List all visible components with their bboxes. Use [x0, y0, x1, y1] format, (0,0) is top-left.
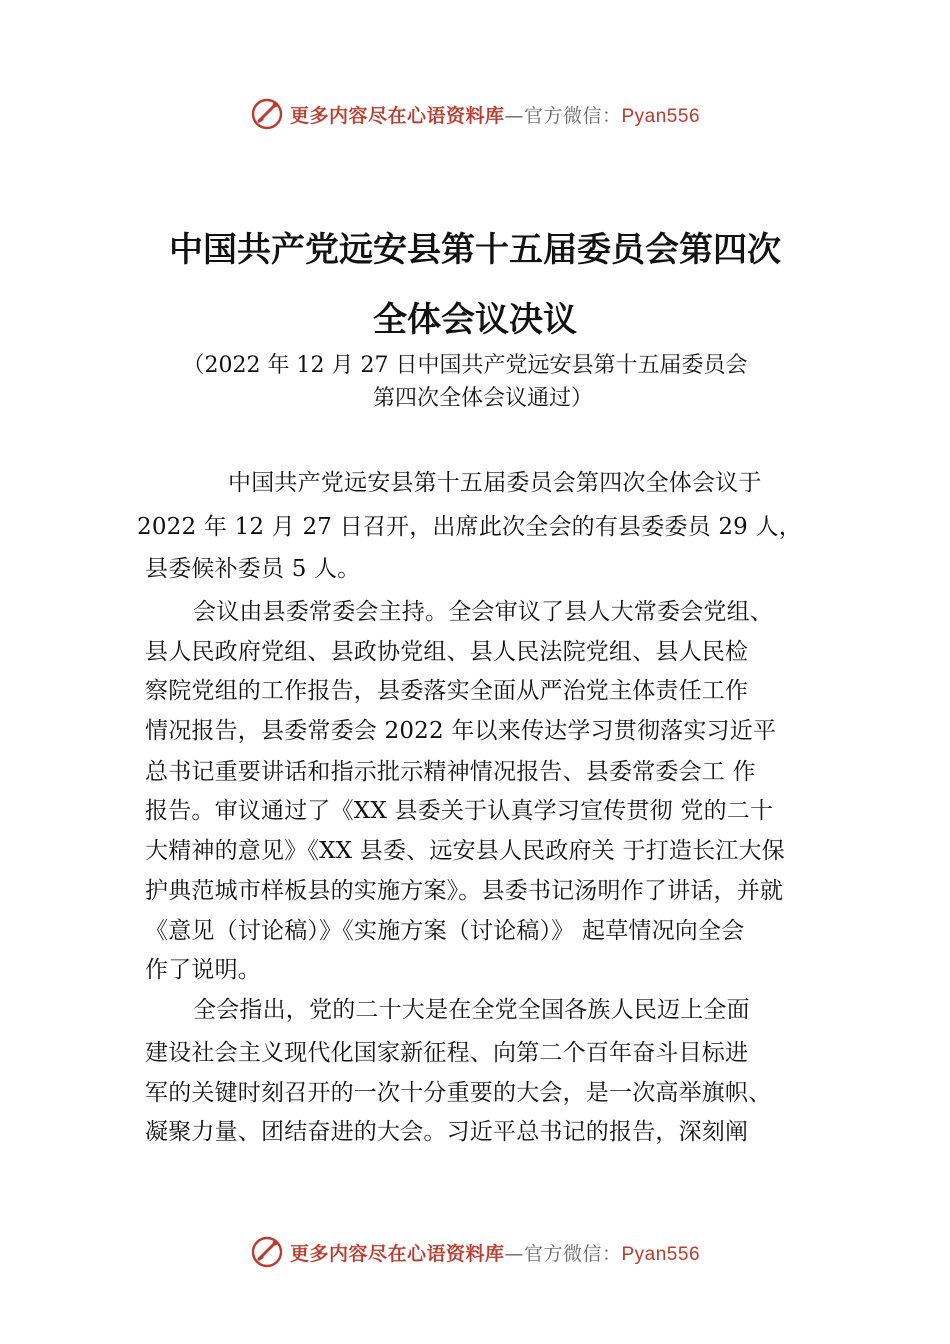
body-line: 会议由县委常委会主持。全会审议了县人大常委会党组、	[193, 599, 773, 625]
watermark-id: Pyan556	[621, 1243, 701, 1265]
watermark-label: 官方微信：	[523, 1242, 622, 1265]
watermark-content	[250, 1235, 700, 1269]
body-line: 建设社会主义现代化国家新征程、向第二个百年奋斗目标进	[145, 1040, 749, 1066]
watermark-banner-top	[0, 94, 950, 134]
brush-logo-icon	[250, 97, 284, 131]
body-line: 县人民政府党组、县政协党组、县人民法院党组、县人民检	[145, 639, 749, 665]
body-line: 作了说明。	[145, 957, 261, 983]
body-line: 全会指出，党的二十大是在全党全国各族人民迈上全面	[193, 997, 750, 1023]
watermark-text	[290, 1239, 700, 1266]
watermark-separator: —	[504, 1242, 524, 1265]
watermark-label: 官方微信：	[523, 104, 622, 127]
body-line: 总书记重要讲话和指示批示精神情况报告、县委常委会工 作	[145, 759, 756, 785]
body-line: 大精神的意见》《XX 县委、远安县人民政府关 于打造长江大保	[145, 838, 785, 864]
body-line: 2022 年 12 月 27 日召开，出席此次全会的有县委委员 29 人，	[137, 514, 802, 540]
document-title-line-1: 中国共产党远安县第十五届委员会第四次	[169, 230, 781, 270]
body-line: 凝聚力量、团结奋进的大会。习近平总书记的报告，深刻阐	[145, 1119, 749, 1145]
body-line: 县委候补委员 5 人。	[145, 556, 361, 582]
brush-logo-icon	[250, 1235, 284, 1269]
watermark-banner-bottom	[0, 1232, 950, 1272]
body-line: 《意见（讨论稿）》《实施方案（讨论稿）》 起草情况向全会	[145, 918, 745, 944]
document-title-line-2: 全体会议决议	[373, 300, 577, 340]
watermark-prefix: 更多内容尽在心语资料库	[289, 104, 505, 127]
body-line: 军的关键时刻召开的一次十分重要的大会，是一次高举旗帜、	[145, 1080, 772, 1106]
body-line: 情况报告，县委常委会 2022 年以来传达学习贯彻落实习近平	[145, 718, 777, 744]
watermark-id: Pyan556	[621, 105, 701, 127]
body-line: 察院党组的工作报告，县委落实全面从严治党主体责任工作	[145, 678, 749, 704]
watermark-text	[290, 101, 700, 128]
body-line: 中国共产党远安县第十五届委员会第四次全体会议于	[228, 470, 762, 496]
watermark-separator: —	[504, 104, 524, 127]
body-line: 护典范城市样板县的实施方案》。县委书记汤明作了讲话，并就	[145, 878, 784, 904]
watermark-content	[250, 97, 700, 131]
document-subtitle-line-1: （2022 年 12 月 27 日中国共产党远安县第十五届委员会	[182, 353, 748, 378]
watermark-prefix: 更多内容尽在心语资料库	[289, 1242, 505, 1265]
document-subtitle-line-2: 第四次全体会议通过）	[372, 386, 593, 411]
body-line: 报告。审议通过了《XX 县委关于认真学习宣传贯彻 党的二十	[145, 798, 774, 824]
